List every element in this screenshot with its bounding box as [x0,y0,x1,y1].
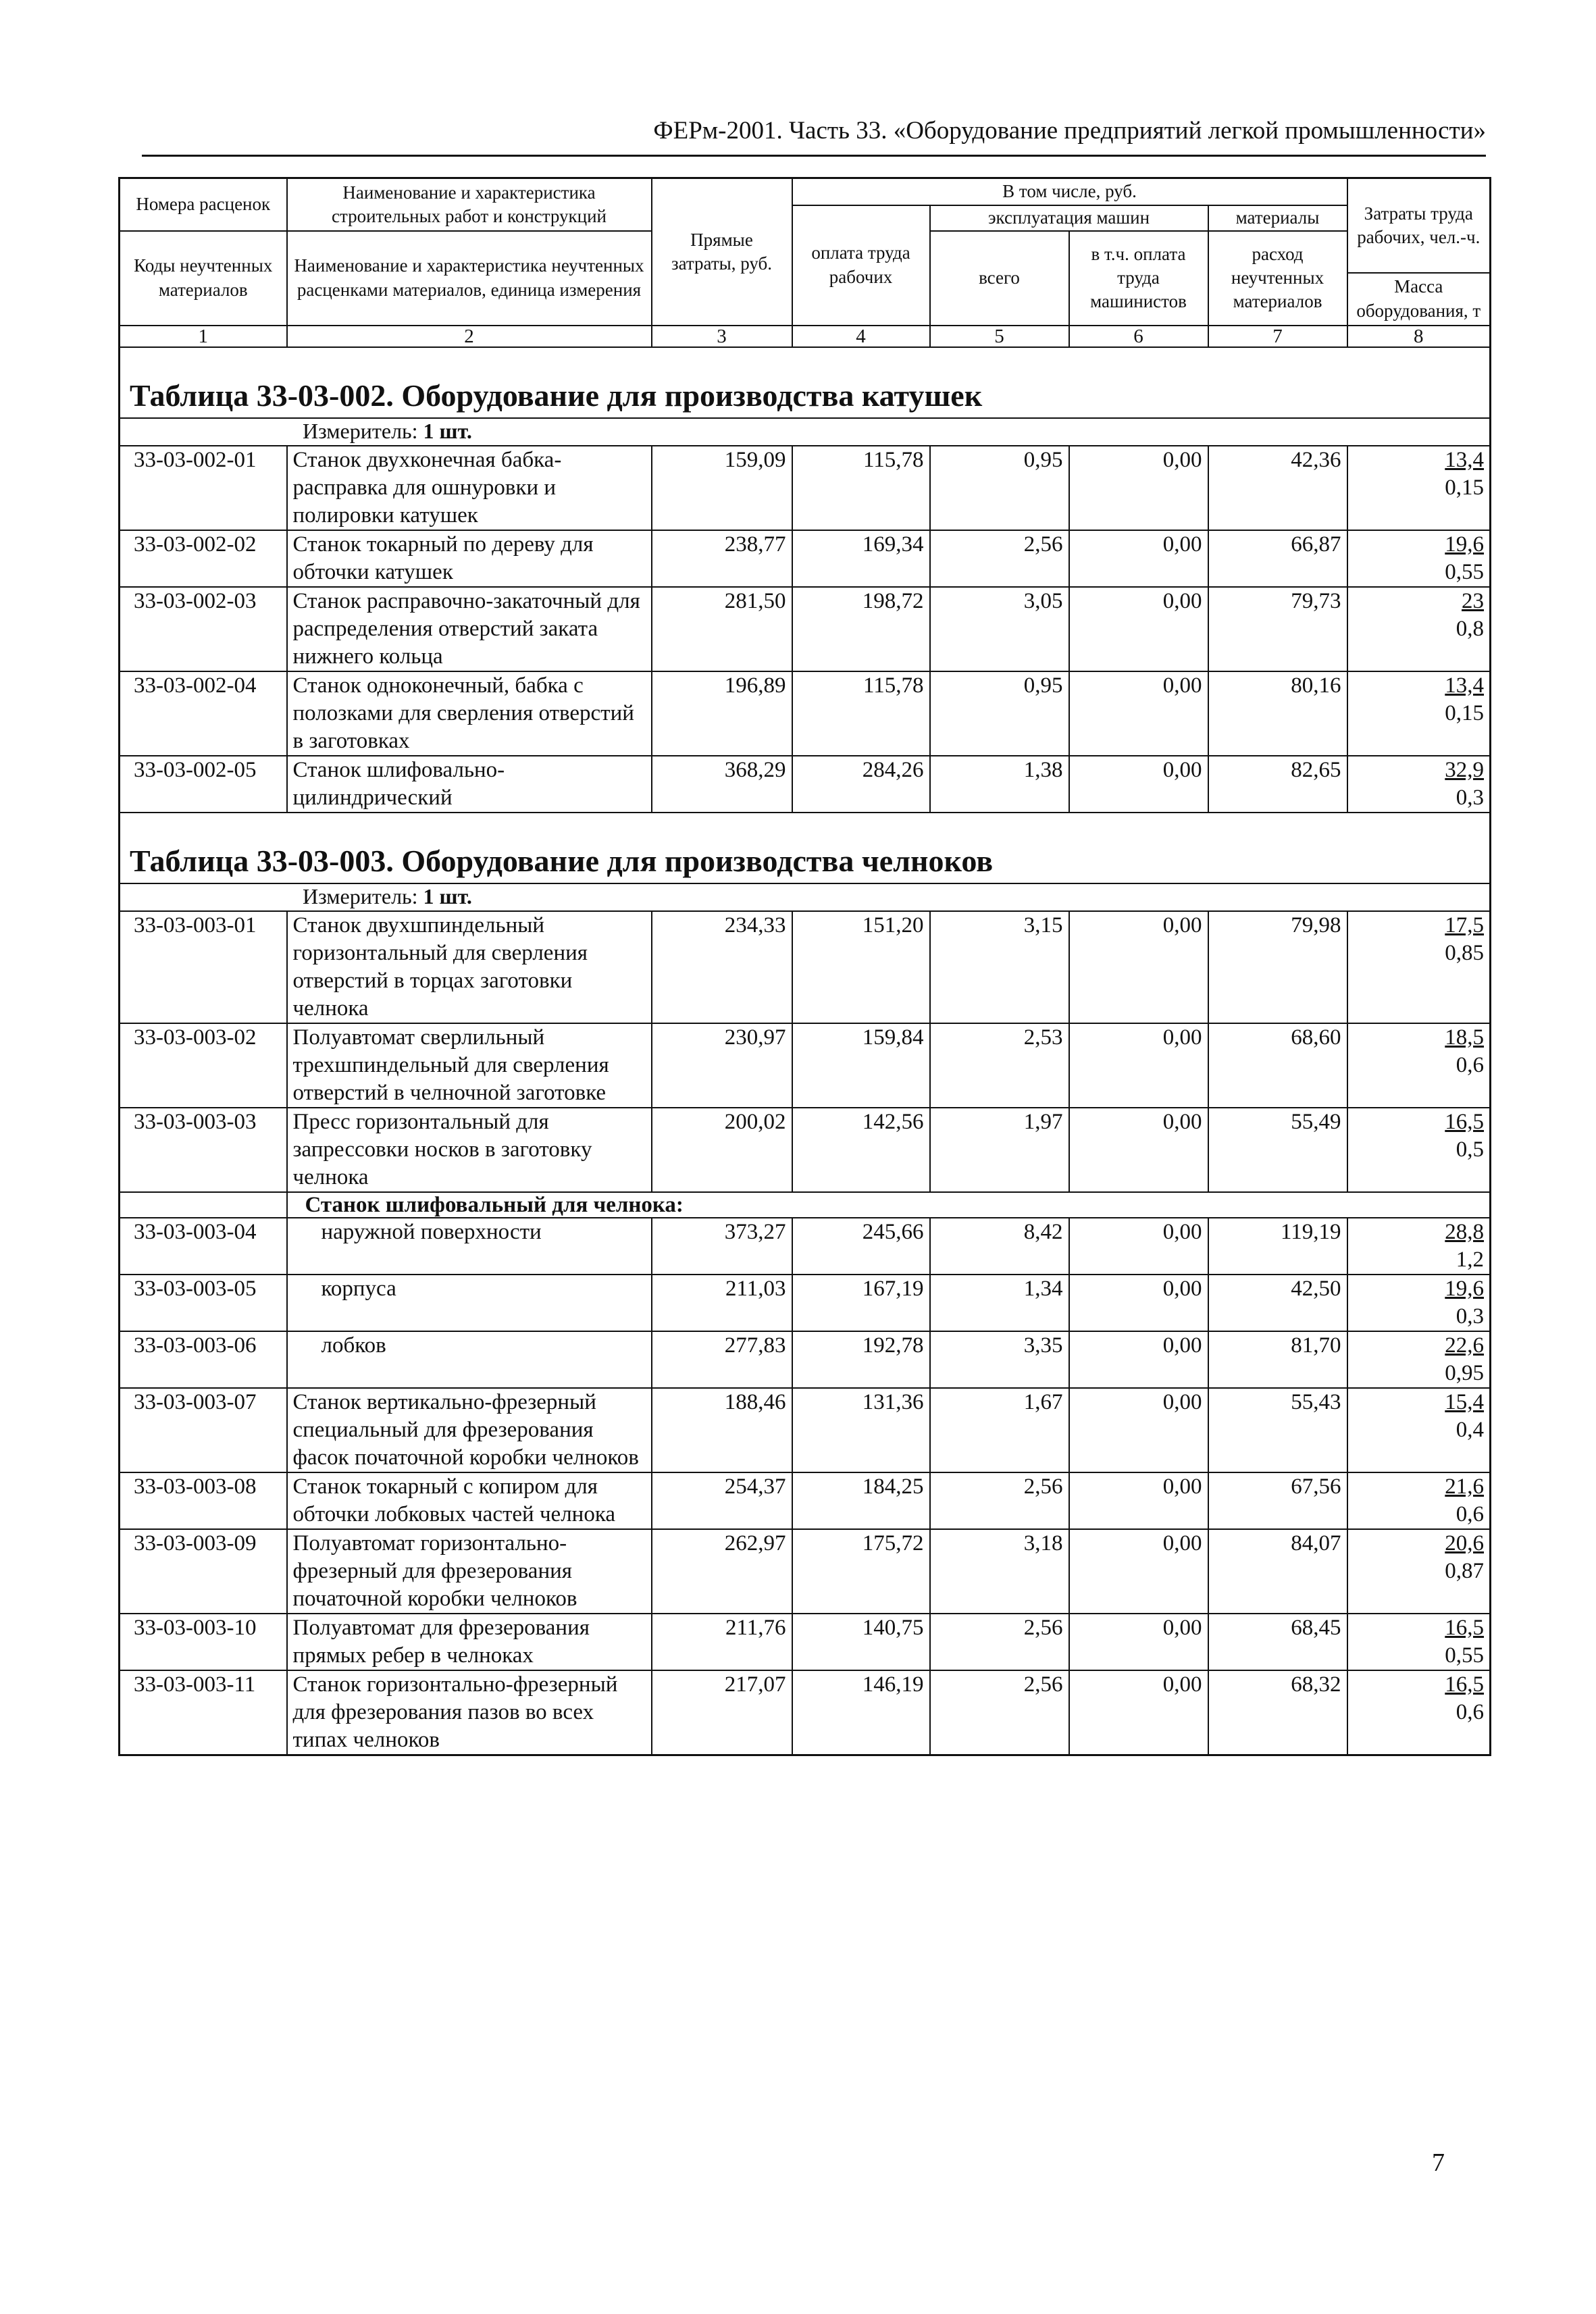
labor-mass-cell [1347,1670,1491,1755]
value-materials: 68,32 [1208,1670,1347,1755]
column-number-row [120,326,1491,347]
value-materials: 55,49 [1208,1108,1347,1192]
value-machines: 1,97 [930,1108,1069,1192]
value-labor: 284,26 [792,756,930,813]
table-row [120,671,1491,756]
rate-code: 33-03-002-05 [120,756,287,813]
value-machinists: 0,00 [1069,1218,1208,1275]
value-materials: 55,43 [1208,1388,1347,1472]
value-machinists: 0,00 [1069,1108,1208,1192]
work-name: Станок токарный с копиром для обточки лобковых частей челнока [287,1472,652,1529]
header-machines-label: эксплуатация машин [930,205,1208,231]
value-machinists: 0,00 [1069,671,1208,756]
labor-mass-cell [1347,1108,1491,1192]
header-col8-top: Затраты труда рабочих, чел.-ч. [1347,178,1491,273]
header-col5: всего [930,231,1069,326]
value-materials: 84,07 [1208,1529,1347,1614]
labor-mass-cell [1347,1275,1491,1331]
labor-mass-cell [1347,1218,1491,1275]
value-labor: 169,34 [792,530,930,587]
table-title-row [120,347,1491,418]
table-row [120,1529,1491,1614]
header-col6: в т.ч. оплата труда машинистов [1069,231,1208,326]
meter-row [120,418,1491,446]
value-machines: 0,95 [930,671,1069,756]
rate-code: 33-03-003-09 [120,1529,287,1614]
equipment-mass: 0,95 [1445,1360,1485,1385]
value-labor: 151,20 [792,911,930,1023]
column-number: 2 [287,326,652,347]
labor-hours: 22,6 [1445,1333,1485,1358]
value-direct: 281,50 [652,587,792,671]
value-machines: 1,38 [930,756,1069,813]
value-materials: 42,36 [1208,446,1347,530]
table-row [120,1275,1491,1331]
value-materials: 81,70 [1208,1331,1347,1388]
labor-hours: 28,8 [1445,1219,1485,1244]
subheading-spacer [120,1192,287,1218]
value-direct: 188,46 [652,1388,792,1472]
header-col1-bottom: Коды неучтенных материалов [120,231,287,326]
rate-code: 33-03-002-03 [120,587,287,671]
labor-mass-cell [1347,1331,1491,1388]
equipment-mass: 0,5 [1456,1137,1485,1162]
equipment-mass: 0,85 [1445,940,1485,965]
table-row [120,1388,1491,1472]
column-number: 6 [1069,326,1208,347]
value-direct: 234,33 [652,911,792,1023]
header-col2-bottom: Наименование и характеристика неучтенных расценками материалов, единица измерения [287,231,652,326]
equipment-mass: 1,2 [1456,1247,1485,1272]
rate-code: 33-03-003-05 [120,1275,287,1331]
value-materials: 67,56 [1208,1472,1347,1529]
equipment-mass: 0,4 [1456,1417,1485,1442]
work-name: Полуавтомат сверлильный трехшпиндельный для сверления отверстий в челночной заготовке [287,1023,652,1108]
labor-hours: 32,9 [1445,757,1485,782]
value-direct: 373,27 [652,1218,792,1275]
value-machinists: 0,00 [1069,1472,1208,1529]
labor-mass-cell [1347,1472,1491,1529]
value-direct: 254,37 [652,1472,792,1529]
equipment-mass: 0,15 [1445,700,1485,725]
labor-hours: 15,4 [1445,1389,1485,1414]
work-name: Станок горизонтально-фрезерный для фрезерования пазов во всех типах челноков [287,1670,652,1755]
value-labor: 131,36 [792,1388,930,1472]
value-labor: 167,19 [792,1275,930,1331]
value-materials: 68,45 [1208,1614,1347,1670]
value-materials: 119,19 [1208,1218,1347,1275]
value-machines: 3,15 [930,911,1069,1023]
meter-label: Измеритель: [303,418,423,443]
value-direct: 196,89 [652,671,792,756]
value-machinists: 0,00 [1069,446,1208,530]
header-col4: оплата труда рабочих [792,205,930,326]
value-materials: 79,98 [1208,911,1347,1023]
rate-code: 33-03-003-10 [120,1614,287,1670]
work-name: Станок одноконечный, бабка с полозками для сверления отверстий в заготовках [287,671,652,756]
table-row [120,446,1491,530]
value-direct: 368,29 [652,756,792,813]
work-name: лобков [287,1331,652,1388]
value-machines: 8,42 [930,1218,1069,1275]
labor-mass-cell [1347,587,1491,671]
rate-code: 33-03-003-01 [120,911,287,1023]
labor-mass-cell [1347,1614,1491,1670]
table-row [120,1472,1491,1529]
labor-hours: 18,5 [1445,1025,1485,1050]
equipment-mass: 0,87 [1445,1558,1485,1583]
subheading: Станок шлифовальный для челнока: [287,1192,1491,1218]
table-row [120,1670,1491,1755]
value-machinists: 0,00 [1069,587,1208,671]
work-name: Станок токарный по дереву для обточки катушек [287,530,652,587]
labor-mass-cell [1347,911,1491,1023]
labor-hours: 19,6 [1445,532,1485,557]
value-labor: 115,78 [792,671,930,756]
table-row [120,1331,1491,1388]
table-body [120,347,1491,1755]
rate-code: 33-03-002-01 [120,446,287,530]
value-machines: 2,56 [930,530,1069,587]
value-machines: 3,18 [930,1529,1069,1614]
labor-hours: 23 [1462,588,1485,613]
value-labor: 159,84 [792,1023,930,1108]
labor-mass-cell [1347,756,1491,813]
header-col2-top: Наименование и характеристика строительных работ и конструкций [287,178,652,231]
table-row [120,1023,1491,1108]
rate-code: 33-03-002-04 [120,671,287,756]
value-machinists: 0,00 [1069,1275,1208,1331]
value-materials: 42,50 [1208,1275,1347,1331]
labor-mass-cell [1347,671,1491,756]
value-machines: 1,34 [930,1275,1069,1331]
labor-hours: 19,6 [1445,1276,1485,1301]
column-number: 3 [652,326,792,347]
meter-row [120,883,1491,911]
value-machinists: 0,00 [1069,1529,1208,1614]
table-title-row [120,813,1491,883]
value-machinists: 0,00 [1069,756,1208,813]
labor-mass-cell [1347,446,1491,530]
table-title: Таблица 33-03-002. Оборудование для производства катушек [120,347,1491,418]
work-name: наружной поверхности [287,1218,652,1275]
value-direct: 211,03 [652,1275,792,1331]
value-materials: 80,16 [1208,671,1347,756]
table-row [120,587,1491,671]
value-machines: 2,56 [930,1472,1069,1529]
value-machinists: 0,00 [1069,1331,1208,1388]
table-title: Таблица 33-03-003. Оборудование для производства челноков [120,813,1491,883]
labor-mass-cell [1347,1023,1491,1108]
value-direct: 238,77 [652,530,792,587]
value-labor: 115,78 [792,446,930,530]
equipment-mass: 0,55 [1445,1643,1485,1668]
meter [120,418,1491,446]
value-labor: 175,72 [792,1529,930,1614]
equipment-mass: 0,15 [1445,475,1485,500]
value-machines: 2,56 [930,1614,1069,1670]
work-name: Полуавтомат горизонтально-фрезерный для фрезерования початочной коробки челноков [287,1529,652,1614]
rate-code: 33-03-002-02 [120,530,287,587]
labor-mass-cell [1347,1529,1491,1614]
value-machines: 1,67 [930,1388,1069,1472]
value-direct: 262,97 [652,1529,792,1614]
equipment-mass: 0,55 [1445,559,1485,584]
value-machines: 0,95 [930,446,1069,530]
labor-hours: 13,4 [1445,673,1485,698]
rate-code: 33-03-003-02 [120,1023,287,1108]
value-direct: 277,83 [652,1331,792,1388]
header-col1-top: Номера расценок [120,178,287,231]
table-row [120,911,1491,1023]
work-name: Станок расправочно-закаточный для распределения отверстий заката нижнего кольца [287,587,652,671]
value-materials: 79,73 [1208,587,1347,671]
page-header: ФЕРм-2001. Часть 33. «Оборудование предприятий легкой промышленности» [142,116,1486,157]
labor-hours: 20,6 [1445,1531,1485,1555]
header-col3: Прямые затраты, руб. [652,178,792,326]
value-materials: 82,65 [1208,756,1347,813]
table-row [120,530,1491,587]
table-row [120,1108,1491,1192]
equipment-mass: 0,6 [1456,1052,1485,1077]
value-labor: 142,56 [792,1108,930,1192]
labor-mass-cell [1347,1388,1491,1472]
work-name: Станок двухшпиндельный горизонтальный для сверления отверстий в торцах заготовки челнока [287,911,652,1023]
value-machines: 3,35 [930,1331,1069,1388]
column-number: 4 [792,326,930,347]
value-labor: 192,78 [792,1331,930,1388]
table-row [120,756,1491,813]
work-name: Станок вертикально-фрезерный специальный для фрезерования фасок початочной коробки челноков [287,1388,652,1472]
column-number: 7 [1208,326,1347,347]
work-name: Пресс горизонтальный для запрессовки носков в заготовку челнока [287,1108,652,1192]
meter-label: Измеритель: [303,883,423,908]
value-direct: 159,09 [652,446,792,530]
labor-hours: 16,5 [1445,1615,1485,1640]
rate-code: 33-03-003-04 [120,1218,287,1275]
subheading-row [120,1192,1491,1218]
header-group-label: В том числе, руб. [792,178,1347,205]
work-name: Полуавтомат для фрезерования прямых ребер в челноках [287,1614,652,1670]
value-machines: 2,56 [930,1670,1069,1755]
equipment-mass: 0,6 [1456,1501,1485,1526]
value-labor: 245,66 [792,1218,930,1275]
table-header [120,178,1491,347]
rates-table [118,177,1491,1756]
labor-mass-cell [1347,530,1491,587]
value-machines: 3,05 [930,587,1069,671]
value-direct: 230,97 [652,1023,792,1108]
value-direct: 200,02 [652,1108,792,1192]
header-col7: расход неучтенных материалов [1208,231,1347,326]
meter-value: 1 шт. [423,418,472,443]
work-name: Станок шлифовально-цилиндрический [287,756,652,813]
equipment-mass: 0,6 [1456,1699,1485,1724]
work-name: Станок двухконечная бабка-расправка для ошнуровки и полировки катушек [287,446,652,530]
rate-code: 33-03-003-07 [120,1388,287,1472]
labor-hours: 13,4 [1445,447,1485,472]
value-direct: 217,07 [652,1670,792,1755]
value-machines: 2,53 [930,1023,1069,1108]
value-labor: 198,72 [792,587,930,671]
table-row [120,1614,1491,1670]
value-machinists: 0,00 [1069,911,1208,1023]
equipment-mass: 0,3 [1456,785,1485,810]
rate-code: 33-03-003-03 [120,1108,287,1192]
page-number: 7 [1432,2149,1445,2177]
value-machinists: 0,00 [1069,530,1208,587]
header-col8-bottom: Масса оборудования, т [1347,273,1491,326]
labor-hours: 16,5 [1445,1672,1485,1697]
labor-hours: 21,6 [1445,1474,1485,1499]
header-materials-label: материалы [1208,205,1347,231]
value-machinists: 0,00 [1069,1023,1208,1108]
column-number: 5 [930,326,1069,347]
table-row [120,1218,1491,1275]
meter [120,883,1491,911]
rate-code: 33-03-003-08 [120,1472,287,1529]
work-name: корпуса [287,1275,652,1331]
value-direct: 211,76 [652,1614,792,1670]
equipment-mass: 0,3 [1456,1304,1485,1329]
equipment-mass: 0,8 [1456,616,1485,641]
rate-code: 33-03-003-06 [120,1331,287,1388]
value-materials: 68,60 [1208,1023,1347,1108]
labor-hours: 17,5 [1445,912,1485,937]
value-labor: 140,75 [792,1614,930,1670]
value-labor: 146,19 [792,1670,930,1755]
labor-hours: 16,5 [1445,1109,1485,1134]
meter-value: 1 шт. [423,883,472,908]
value-labor: 184,25 [792,1472,930,1529]
rate-code: 33-03-003-11 [120,1670,287,1755]
value-materials: 66,87 [1208,530,1347,587]
value-machinists: 0,00 [1069,1670,1208,1755]
column-number: 8 [1347,326,1491,347]
column-number: 1 [120,326,287,347]
value-machinists: 0,00 [1069,1614,1208,1670]
value-machinists: 0,00 [1069,1388,1208,1472]
